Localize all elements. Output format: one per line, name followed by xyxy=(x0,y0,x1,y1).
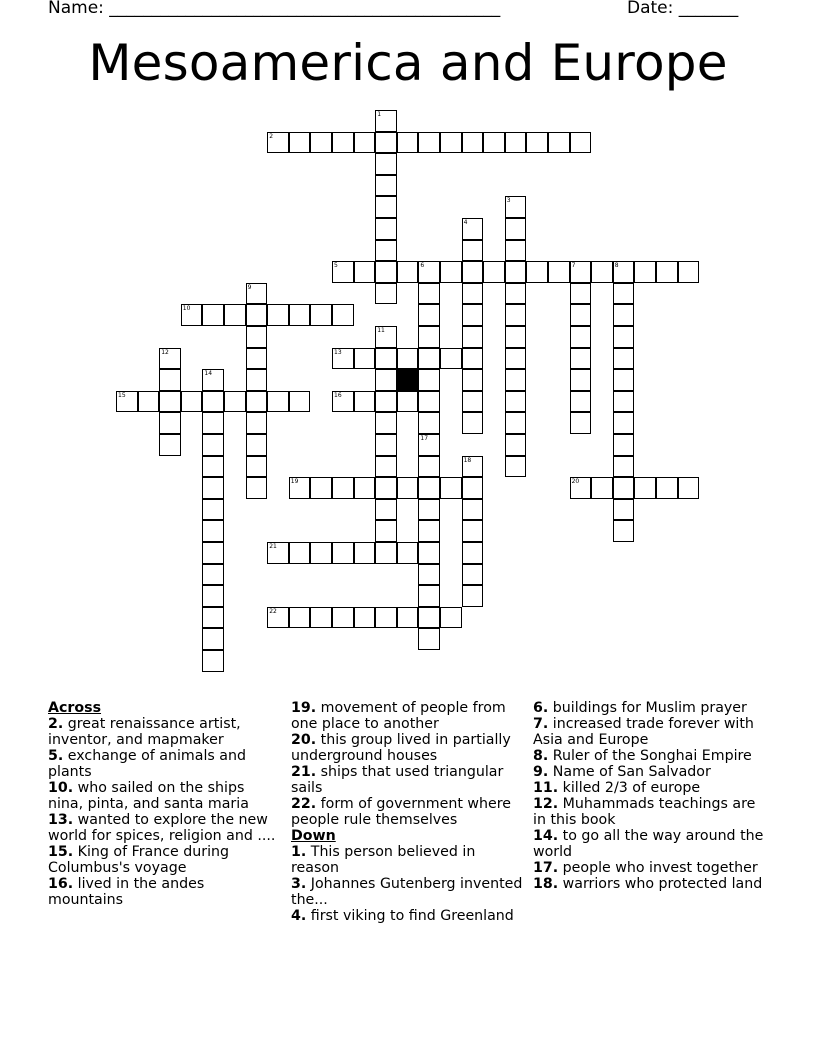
grid-cell[interactable] xyxy=(310,477,332,499)
grid-cell[interactable] xyxy=(202,412,224,434)
clue-text: wanted to explore the new world for spices, religion and .... xyxy=(48,812,276,844)
grid-cell[interactable] xyxy=(354,132,376,154)
clue-number: 7 xyxy=(571,262,576,270)
clue-text: Johannes Gutenberg invented the... xyxy=(291,876,523,908)
grid-cell[interactable] xyxy=(224,391,246,413)
across-clue xyxy=(291,732,523,764)
clue-text: King of France during Columbus's voyage xyxy=(48,844,230,876)
clue-number: 1 xyxy=(377,111,382,118)
grid-cell[interactable] xyxy=(505,218,527,240)
clue-text: to go all the way around the world xyxy=(533,828,764,860)
grid-cell[interactable] xyxy=(375,499,397,521)
grid-cell[interactable] xyxy=(159,434,181,456)
down-clue xyxy=(533,860,768,876)
down-clue xyxy=(533,700,768,716)
down-clue xyxy=(533,796,768,828)
down-clue xyxy=(533,716,768,748)
clue-number: 14 xyxy=(204,370,213,378)
grid-cell[interactable] xyxy=(548,132,570,154)
grid-cell[interactable] xyxy=(289,477,311,499)
grid-cell[interactable] xyxy=(310,542,332,564)
grid-cell[interactable] xyxy=(202,628,224,650)
clue-number: 1. xyxy=(291,844,307,860)
grid-cell[interactable] xyxy=(375,175,397,197)
clue-number: 22 xyxy=(269,607,277,615)
clue-text: This person believed in reason xyxy=(291,844,476,876)
grid-cell[interactable] xyxy=(397,132,419,154)
across-clue xyxy=(48,780,280,812)
grid-cell[interactable] xyxy=(570,369,592,391)
grid-cell[interactable] xyxy=(462,564,484,586)
clue-text: increased trade forever with Asia and Europe xyxy=(533,716,754,748)
grid-cell[interactable] xyxy=(418,326,440,348)
grid-cell[interactable] xyxy=(354,348,376,370)
clue-number: 21. xyxy=(291,764,317,780)
grid-cell[interactable] xyxy=(440,261,462,283)
grid-cell[interactable] xyxy=(289,391,311,413)
clue-text: who sailed on the ships nina, pinta, and santa maria xyxy=(48,780,249,812)
grid-cell[interactable] xyxy=(483,132,505,154)
clue-column-2 xyxy=(291,700,523,924)
grid-cell[interactable] xyxy=(202,607,224,629)
grid-cell[interactable] xyxy=(613,456,635,478)
grid-cell[interactable] xyxy=(332,477,354,499)
clue-number: 20 xyxy=(571,478,580,486)
clue-text: lived in the andes mountains xyxy=(48,876,205,908)
grid-cell[interactable] xyxy=(526,261,548,283)
grid-cell[interactable] xyxy=(462,326,484,348)
grid-cell[interactable] xyxy=(613,499,635,521)
clue-number: 13. xyxy=(48,812,74,828)
grid-cell[interactable] xyxy=(483,261,505,283)
grid-cell[interactable] xyxy=(202,564,224,586)
grid-cell[interactable] xyxy=(634,477,656,499)
grid-cell[interactable] xyxy=(202,304,224,326)
grid-cell[interactable] xyxy=(181,391,203,413)
grid-cell[interactable] xyxy=(418,628,440,650)
clue-number: 20. xyxy=(291,732,317,748)
grid-cell[interactable] xyxy=(418,304,440,326)
grid-cell[interactable] xyxy=(397,477,419,499)
grid-cell[interactable] xyxy=(570,304,592,326)
clue-text: ships that used triangular sails xyxy=(291,764,504,796)
clue-number: 19. xyxy=(291,700,317,716)
grid-cell[interactable] xyxy=(613,261,635,283)
grid-cell[interactable] xyxy=(246,369,268,391)
grid-cell[interactable] xyxy=(613,520,635,542)
grid-cell[interactable] xyxy=(418,132,440,154)
clue-number: 21 xyxy=(269,543,277,550)
grid-cell[interactable] xyxy=(397,261,419,283)
grid-cell[interactable] xyxy=(570,348,592,370)
clue-text: Ruler of the Songhai Empire xyxy=(548,748,752,764)
grid-cell[interactable] xyxy=(613,477,635,499)
grid-cell[interactable] xyxy=(613,304,635,326)
grid-cell[interactable] xyxy=(246,348,268,370)
grid-cell[interactable] xyxy=(397,391,419,413)
grid-cell[interactable] xyxy=(310,304,332,326)
grid-cell[interactable] xyxy=(310,607,332,629)
clue-text: people who invest together xyxy=(558,860,758,876)
grid-cell[interactable] xyxy=(570,412,592,434)
grid-cell[interactable] xyxy=(375,369,397,391)
grid-cell[interactable] xyxy=(570,477,592,499)
grid-cell[interactable] xyxy=(332,607,354,629)
grid-cell[interactable] xyxy=(354,477,376,499)
grid-cell[interactable] xyxy=(418,542,440,564)
grid-cell[interactable] xyxy=(505,412,527,434)
grid-cell[interactable] xyxy=(591,477,613,499)
clue-number: 16. xyxy=(48,876,74,892)
grid-cell[interactable] xyxy=(289,304,311,326)
grid-cell[interactable] xyxy=(613,369,635,391)
clue-number: 15. xyxy=(48,844,74,860)
grid-cell[interactable] xyxy=(462,218,484,240)
grid-cell[interactable] xyxy=(375,542,397,564)
grid-cell[interactable] xyxy=(440,477,462,499)
grid-cell[interactable] xyxy=(462,261,484,283)
name-field-label: Name: ______________________________________________ xyxy=(48,0,501,18)
grid-cell[interactable] xyxy=(202,456,224,478)
down-clue xyxy=(533,876,768,892)
grid-cell[interactable] xyxy=(375,520,397,542)
clue-text: great renaissance artist, inventor, and mapmaker xyxy=(48,716,241,748)
clue-number: 9 xyxy=(247,283,252,291)
grid-cell[interactable] xyxy=(181,304,203,326)
clue-number: 8 xyxy=(614,262,619,270)
grid-cell[interactable] xyxy=(505,391,527,413)
grid-cell[interactable] xyxy=(462,542,484,564)
grid-cell[interactable] xyxy=(418,283,440,305)
grid-cell[interactable] xyxy=(462,391,484,413)
clue-text: killed 2/3 of europe xyxy=(558,780,701,796)
grid-cell[interactable] xyxy=(462,348,484,370)
grid-cell[interactable] xyxy=(354,542,376,564)
grid-cell[interactable] xyxy=(462,456,484,478)
clue-number: 12. xyxy=(533,796,559,812)
grid-cell[interactable] xyxy=(397,542,419,564)
grid-cell[interactable] xyxy=(138,391,160,413)
grid-cell[interactable] xyxy=(418,499,440,521)
grid-cell[interactable] xyxy=(289,542,311,564)
clue-number: 11. xyxy=(533,780,559,796)
grid-cell[interactable] xyxy=(418,261,440,283)
grid-cell[interactable] xyxy=(440,132,462,154)
grid-cell[interactable] xyxy=(613,412,635,434)
clue-number: 11 xyxy=(377,327,385,334)
grid-cell[interactable] xyxy=(375,477,397,499)
across-clue xyxy=(48,876,280,908)
grid-cell[interactable] xyxy=(246,391,268,413)
clue-number: 10 xyxy=(182,305,191,313)
grid-cell[interactable] xyxy=(375,348,397,370)
grid-cell[interactable] xyxy=(224,304,246,326)
clue-number: 15 xyxy=(118,391,126,399)
grid-cell[interactable] xyxy=(246,434,268,456)
grid-cell[interactable] xyxy=(246,456,268,478)
grid-cell[interactable] xyxy=(354,607,376,629)
clue-number: 17. xyxy=(533,860,559,876)
grid-cell[interactable] xyxy=(310,132,332,154)
grid-cell[interactable] xyxy=(332,542,354,564)
grid-cell[interactable] xyxy=(332,132,354,154)
grid-cell[interactable] xyxy=(202,369,224,391)
grid-block-cell xyxy=(397,369,419,391)
clue-number: 13 xyxy=(334,348,342,356)
down-clue xyxy=(291,876,523,908)
clue-number: 6 xyxy=(420,262,425,270)
across-clue xyxy=(48,844,280,876)
grid-cell[interactable] xyxy=(375,607,397,629)
grid-cell[interactable] xyxy=(440,348,462,370)
clue-text: exchange of animals and plants xyxy=(48,748,246,780)
grid-cell[interactable] xyxy=(526,132,548,154)
clue-column-1 xyxy=(48,700,280,908)
clue-number: 2 xyxy=(269,132,274,140)
grid-cell[interactable] xyxy=(418,412,440,434)
clue-number: 9. xyxy=(533,764,549,780)
grid-cell[interactable] xyxy=(375,218,397,240)
grid-cell[interactable] xyxy=(267,132,289,154)
grid-cell[interactable] xyxy=(505,434,527,456)
grid-cell[interactable] xyxy=(159,391,181,413)
grid-cell[interactable] xyxy=(505,304,527,326)
down-clue xyxy=(533,828,768,860)
grid-cell[interactable] xyxy=(267,542,289,564)
grid-cell[interactable] xyxy=(202,650,224,672)
clue-number: 19 xyxy=(290,478,299,486)
grid-cell[interactable] xyxy=(678,477,700,499)
down-clue xyxy=(533,748,768,764)
grid-cell[interactable] xyxy=(505,196,527,218)
clue-number: 2. xyxy=(48,716,64,732)
grid-cell[interactable] xyxy=(613,326,635,348)
grid-cell[interactable] xyxy=(462,412,484,434)
grid-cell[interactable] xyxy=(159,412,181,434)
grid-cell[interactable] xyxy=(613,391,635,413)
grid-cell[interactable] xyxy=(267,304,289,326)
down-clue xyxy=(291,844,523,876)
grid-cell[interactable] xyxy=(332,261,354,283)
grid-cell[interactable] xyxy=(418,585,440,607)
grid-cell[interactable] xyxy=(375,132,397,154)
clue-number: 6. xyxy=(533,700,549,716)
grid-cell[interactable] xyxy=(656,261,678,283)
across-heading: Across xyxy=(48,700,102,716)
grid-cell[interactable] xyxy=(570,261,592,283)
grid-cell[interactable] xyxy=(375,110,397,132)
across-clue xyxy=(48,716,280,748)
grid-cell[interactable] xyxy=(418,477,440,499)
grid-cell[interactable] xyxy=(570,132,592,154)
grid-cell[interactable] xyxy=(505,132,527,154)
grid-cell[interactable] xyxy=(462,283,484,305)
grid-cell[interactable] xyxy=(267,391,289,413)
grid-cell[interactable] xyxy=(332,304,354,326)
across-clue xyxy=(48,812,280,844)
grid-cell[interactable] xyxy=(246,412,268,434)
grid-cell[interactable] xyxy=(570,391,592,413)
grid-cell[interactable] xyxy=(505,456,527,478)
grid-cell[interactable] xyxy=(375,412,397,434)
grid-cell[interactable] xyxy=(418,391,440,413)
across-clue xyxy=(291,700,523,732)
grid-cell[interactable] xyxy=(462,585,484,607)
clue-text: movement of people from one place to another xyxy=(291,700,506,732)
grid-cell[interactable] xyxy=(462,520,484,542)
grid-cell[interactable] xyxy=(289,132,311,154)
grid-cell[interactable] xyxy=(375,434,397,456)
grid-cell[interactable] xyxy=(570,283,592,305)
grid-cell[interactable] xyxy=(289,607,311,629)
date-field-label: Date: _______ xyxy=(627,0,739,18)
grid-cell[interactable] xyxy=(332,391,354,413)
grid-cell[interactable] xyxy=(613,283,635,305)
grid-cell[interactable] xyxy=(375,240,397,262)
grid-cell[interactable] xyxy=(505,283,527,305)
grid-cell[interactable] xyxy=(505,240,527,262)
grid-cell[interactable] xyxy=(462,477,484,499)
across-clue xyxy=(291,796,523,828)
clue-number: 3 xyxy=(506,197,511,205)
grid-cell[interactable] xyxy=(462,132,484,154)
clue-text: Muhammads teachings are in this book xyxy=(533,796,756,828)
clue-number: 18 xyxy=(463,456,472,464)
grid-cell[interactable] xyxy=(375,456,397,478)
grid-cell[interactable] xyxy=(613,434,635,456)
clue-column-3 xyxy=(533,700,768,892)
grid-cell[interactable] xyxy=(656,477,678,499)
grid-cell[interactable] xyxy=(505,261,527,283)
grid-cell[interactable] xyxy=(202,434,224,456)
grid-cell[interactable] xyxy=(267,607,289,629)
clue-text: Name of San Salvador xyxy=(548,764,711,780)
grid-cell[interactable] xyxy=(246,477,268,499)
clue-number: 12 xyxy=(161,348,169,356)
grid-cell[interactable] xyxy=(462,499,484,521)
grid-cell[interactable] xyxy=(418,607,440,629)
clue-number: 18. xyxy=(533,876,559,892)
clue-number: 4. xyxy=(291,908,307,924)
grid-cell[interactable] xyxy=(418,520,440,542)
grid-cell[interactable] xyxy=(634,261,656,283)
grid-cell[interactable] xyxy=(202,499,224,521)
grid-cell[interactable] xyxy=(397,348,419,370)
grid-cell[interactable] xyxy=(332,348,354,370)
grid-cell[interactable] xyxy=(375,283,397,305)
grid-cell[interactable] xyxy=(418,369,440,391)
clue-number: 16 xyxy=(334,391,342,399)
grid-cell[interactable] xyxy=(159,369,181,391)
grid-cell[interactable] xyxy=(613,348,635,370)
clue-number: 8. xyxy=(533,748,549,764)
grid-cell[interactable] xyxy=(418,434,440,456)
grid-cell[interactable] xyxy=(505,348,527,370)
clue-number: 7. xyxy=(533,716,549,732)
clue-number: 3. xyxy=(291,876,307,892)
clue-text: warriors who protected land xyxy=(558,876,763,892)
grid-cell[interactable] xyxy=(418,456,440,478)
clue-number: 22. xyxy=(291,796,317,812)
across-clue xyxy=(291,764,523,796)
clue-text: form of government where people rule themselves xyxy=(291,796,511,828)
clue-text: first viking to find Greenland xyxy=(306,908,514,924)
clue-number: 17 xyxy=(420,435,429,442)
grid-cell[interactable] xyxy=(462,304,484,326)
grid-cell[interactable] xyxy=(418,348,440,370)
grid-cell[interactable] xyxy=(505,326,527,348)
grid-cell[interactable] xyxy=(202,542,224,564)
grid-cell[interactable] xyxy=(202,520,224,542)
clue-number: 4 xyxy=(463,219,468,226)
grid-cell[interactable] xyxy=(246,304,268,326)
clue-text: buildings for Muslim prayer xyxy=(548,700,747,716)
down-clue xyxy=(533,764,768,780)
grid-cell[interactable] xyxy=(375,196,397,218)
grid-cell[interactable] xyxy=(202,585,224,607)
clue-text: this group lived in partially underground houses xyxy=(291,732,511,764)
down-clue xyxy=(533,780,768,796)
clue-number: 14. xyxy=(533,828,559,844)
grid-cell[interactable] xyxy=(570,326,592,348)
grid-cell[interactable] xyxy=(678,261,700,283)
puzzle-title: Mesoamerica and Europe xyxy=(88,34,728,92)
grid-cell[interactable] xyxy=(375,153,397,175)
across-clue xyxy=(48,748,280,780)
grid-cell[interactable] xyxy=(505,369,527,391)
grid-cell[interactable] xyxy=(440,607,462,629)
down-clue xyxy=(291,908,523,924)
grid-cell[interactable] xyxy=(462,240,484,262)
grid-cell[interactable] xyxy=(202,391,224,413)
down-heading: Down xyxy=(291,828,336,844)
clue-number: 5 xyxy=(334,262,338,270)
grid-cell[interactable] xyxy=(116,391,138,413)
grid-cell[interactable] xyxy=(418,564,440,586)
grid-cell[interactable] xyxy=(591,261,613,283)
grid-cell[interactable] xyxy=(375,326,397,348)
clue-number: 10. xyxy=(48,780,74,796)
grid-cell[interactable] xyxy=(246,283,268,305)
grid-cell[interactable] xyxy=(375,391,397,413)
grid-cell[interactable] xyxy=(246,326,268,348)
grid-cell[interactable] xyxy=(548,261,570,283)
grid-cell[interactable] xyxy=(354,261,376,283)
grid-cell[interactable] xyxy=(397,607,419,629)
grid-cell[interactable] xyxy=(375,261,397,283)
grid-cell[interactable] xyxy=(202,477,224,499)
clue-number: 5. xyxy=(48,748,64,764)
grid-cell[interactable] xyxy=(462,369,484,391)
grid-cell[interactable] xyxy=(354,391,376,413)
grid-cell[interactable] xyxy=(159,348,181,370)
